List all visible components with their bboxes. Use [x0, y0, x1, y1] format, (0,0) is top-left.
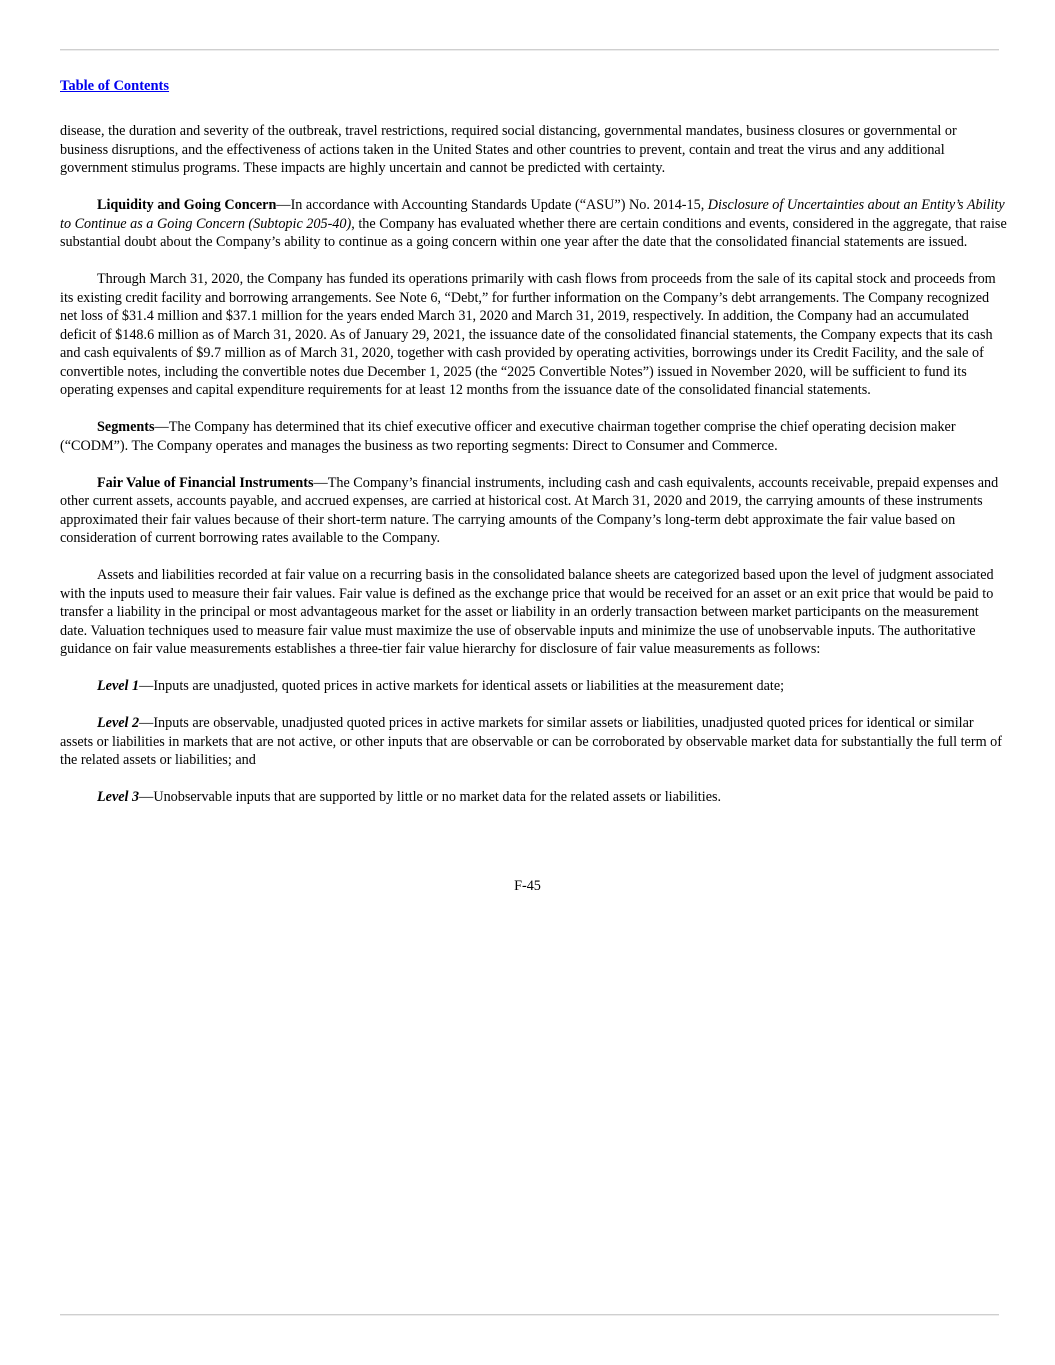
level-2-text: —Inputs are observable, unadjusted quoted prices in active markets for similar assets or liabilities, unadjusted quoted prices for identical or similar assets or liabilities in markets that are not active, or other inputs that are observable or can be corroborated by observable market data for substantially the full term of the related assets or liabilities; and	[60, 715, 1002, 768]
segments-heading: Segments	[97, 419, 155, 435]
liquidity-text-a: —In accordance with Accounting Standards Update (“ASU”) No. 2014-15,	[276, 197, 705, 213]
paragraph-level-3	[60, 788, 1007, 807]
liquidity-text-b: , the Company has evaluated whether there are certain conditions and events, considered in the aggregate, that raise substantial doubt about the Company’s ability to continue as a going concern within one year after the date that the consolidated financial statements are issued.	[60, 215, 1007, 250]
paragraph-segments	[60, 418, 1007, 455]
liquidity-heading: Liquidity and Going Concern	[97, 197, 277, 213]
table-of-contents-link[interactable]: Table of Contents	[60, 78, 170, 94]
paragraph-liquidity	[60, 196, 1007, 252]
level-3-text: —Unobservable inputs that are supported by little or no market data for the related assets or liabilities.	[139, 789, 722, 805]
paragraph-level-1	[60, 677, 1007, 696]
fair-value-text: —The Company’s financial instruments, including cash and cash equivalents, accounts receivable, prepaid expenses and other current assets, accounts payable, and accrued expenses, are carried at historical cost. At March 31, 2020 and 2019, the carrying amounts of these instruments approximated their fair values because of their short-term nature. The carrying amounts of the Company’s long-term debt approximate the fair value based on consideration of current borrowing rates available to the Company.	[60, 474, 999, 546]
paragraph-assets-liabilities: Assets and liabilities recorded at fair value on a recurring basis in the consolidated balance sheets are categorized based upon the level of judgment associated with the inputs used to measure their fair values. Fair value is defined as the exchange price that would be received for an asset or an exit price that would be paid to transfer a liability in the principal or most advantageous market for the asset or liability in an orderly transaction between market participants on the measurement date. Valuation techniques used to measure fair value must maximize the use of observable inputs and minimize the use of unobservable inputs. The authoritative guidance on fair value measurements establishes a three-tier fair value hierarchy for disclosure of fair value measurements as follows:	[60, 567, 994, 657]
paragraph-disease: disease, the duration and severity of the outbreak, travel restrictions, required social distancing, governmental mandates, business closures or governmental or business disruptions, and the effectiveness of actions taken in the United States and other countries to prevent, contain and treat the virus and any additional government stimulus programs. These impacts are highly uncertain and cannot be predicted with certainty.	[60, 123, 957, 176]
page-number: F-45	[514, 878, 541, 894]
level-1-text: —Inputs are unadjusted, quoted prices in active markets for identical assets or liabilities at the measurement date;	[139, 678, 785, 694]
liquidity-italic-title: Disclosure of Uncertainties about an Entity’s Ability to Continue as a Going Concern (Subtopic 205-40)	[60, 197, 1005, 232]
level-1-label: Level 1	[97, 678, 140, 694]
level-3-label: Level 3	[97, 789, 140, 805]
bottom-divider	[60, 1314, 999, 1315]
fair-value-heading: Fair Value of Financial Instruments	[97, 474, 314, 491]
paragraph-funding: Through March 31, 2020, the Company has funded its operations primarily with cash flows from proceeds from the sale of its capital stock and proceeds from its existing credit facility and borrowing arrangements. See Note 6, “Debt,” for further information on the Company’s debt arrangements. The Company recognized net loss of $31.4 million and $37.1 million for the years ended March 31, 2020 and March 31, 2019, respectively. In addition, the Company had an accumulated deficit of $148.6 million as of March 31, 2020. As of January 29, 2021, the issuance date of the consolidated financial statements, the Company expects that its cash and cash equivalents of $9.7 million as of March 31, 2020, together with cash provided by operating activities, borrowings under its Credit Facility, and the sale of convertible notes, including the convertible notes due December 1, 2025 (the “2025 Convertible Notes”) issued in November 2020, will be sufficient to fund its operating expenses and capital expenditure requirements for at least 12 months from the issuance date of the consolidated financial statements.	[60, 271, 996, 398]
paragraph-fair-value	[60, 474, 1007, 548]
paragraph-level-2	[60, 714, 1007, 770]
document-body	[60, 122, 1007, 825]
top-divider	[60, 49, 999, 50]
segments-text: —The Company has determined that its chief executive officer and executive chairman together comprise the chief operating decision maker (“CODM”). The Company operates and manages the business as two reporting segments: Direct to Consumer and Commerce.	[60, 419, 956, 454]
level-2-label: Level 2	[97, 715, 140, 731]
